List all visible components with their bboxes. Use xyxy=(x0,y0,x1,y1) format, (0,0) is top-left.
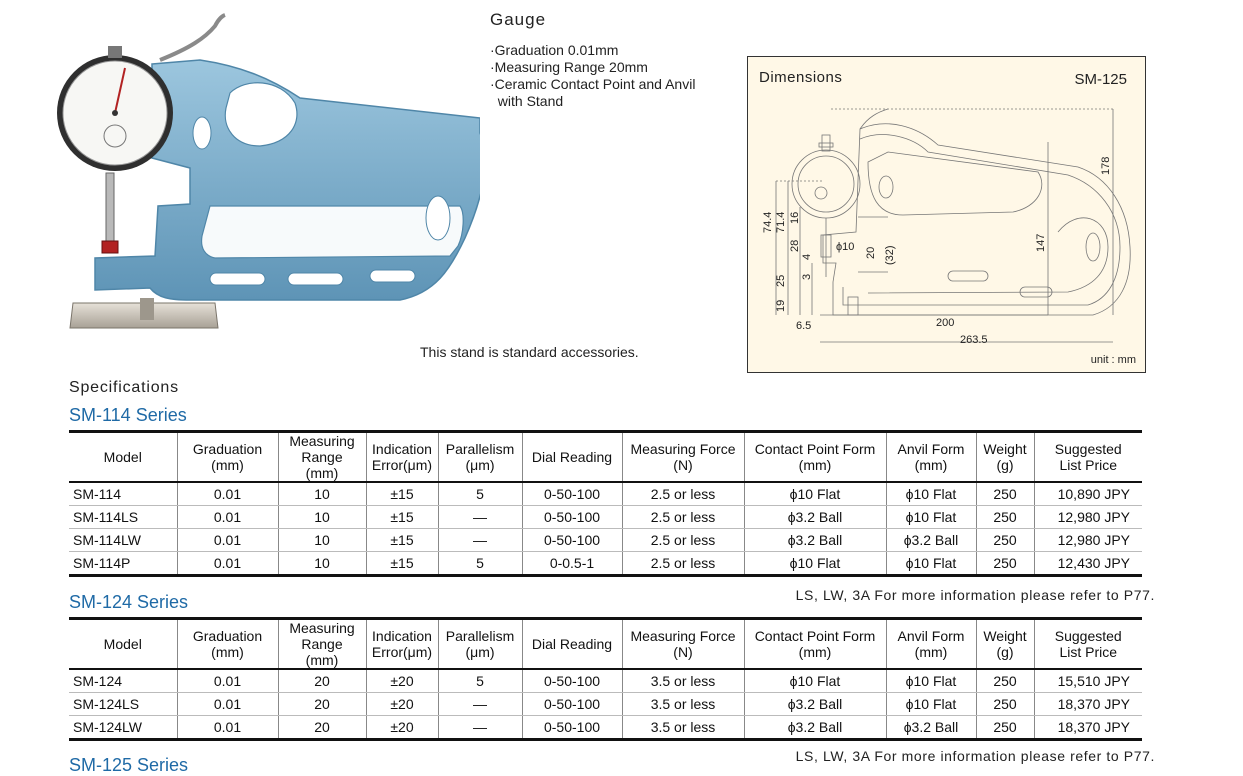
table-cell: ϕ10 Flat xyxy=(886,482,976,506)
gauge-title: Gauge xyxy=(490,10,547,29)
table-cell: ϕ3.2 Ball xyxy=(744,506,886,529)
table-cell: 3.5 or less xyxy=(622,693,744,716)
column-header: Graduation (mm) xyxy=(177,619,278,670)
table-cell: ϕ10 Flat xyxy=(744,482,886,506)
table-cell: 250 xyxy=(976,506,1034,529)
table-cell: ϕ10 Flat xyxy=(744,552,886,576)
dim-19: 19 xyxy=(775,299,787,312)
dimensions-title: Dimensions xyxy=(759,69,843,86)
table-cell: ϕ10 Flat xyxy=(886,669,976,693)
table-cell: 0-50-100 xyxy=(522,669,622,693)
dim-20: 20 xyxy=(865,246,877,259)
table-cell: ϕ3.2 Ball xyxy=(744,693,886,716)
table-cell: SM-114P xyxy=(73,555,131,571)
table-cell: 0.01 xyxy=(177,506,278,529)
table-cell: 3.5 or less xyxy=(622,716,744,740)
column-header: Measuring Range (mm) xyxy=(278,619,366,670)
table-cell: SM-114LS xyxy=(69,506,177,529)
column-header: Anvil Form (mm) xyxy=(886,619,976,670)
column-header: Suggested List Price xyxy=(1034,432,1142,483)
table-cell: 12,430 JPY xyxy=(1034,552,1142,576)
table-cell: — xyxy=(438,506,522,529)
spec-table-sm114 xyxy=(69,430,1142,577)
series-note-sm124: LS, LW, 3A For more information please refer to P77. xyxy=(795,748,1155,764)
table-row xyxy=(69,693,1142,716)
dim-phi10: ϕ10 xyxy=(836,241,855,253)
table-cell: ϕ10 Flat xyxy=(886,693,976,716)
table-cell: ϕ3.2 Ball xyxy=(744,529,886,552)
feature-graduation: ·Graduation 0.01mm xyxy=(490,42,619,58)
feature-ceramic-contact: ·Ceramic Contact Point and Anvil xyxy=(490,76,696,92)
table-cell: 250 xyxy=(976,669,1034,693)
column-header: Model xyxy=(69,432,177,483)
table-cell: 10,890 JPY xyxy=(1034,482,1142,506)
table-cell: — xyxy=(438,716,522,740)
table-cell: 0.01 xyxy=(177,482,278,506)
table-cell: 0-50-100 xyxy=(522,506,622,529)
table-cell: ϕ3.2 Ball xyxy=(886,529,976,552)
column-header: Contact Point Form (mm) xyxy=(744,432,886,483)
column-header: Anvil Form (mm) xyxy=(886,432,976,483)
table-cell: ϕ3.2 Ball xyxy=(744,716,886,740)
table-cell: 15,510 JPY xyxy=(1034,669,1142,693)
table-cell: 20 xyxy=(278,693,366,716)
column-header: Measuring Range (mm) xyxy=(278,432,366,483)
feature-with-stand: with Stand xyxy=(490,93,564,109)
table-row xyxy=(69,669,1142,693)
column-header: Dial Reading xyxy=(522,619,622,670)
column-header: Parallelism (μm) xyxy=(438,619,522,670)
table-cell: 10 xyxy=(278,529,366,552)
table-row xyxy=(69,482,1142,506)
table-cell: 0.01 xyxy=(177,529,278,552)
table-cell: ±20 xyxy=(366,669,438,693)
table-cell: 0-0.5-1 xyxy=(522,552,622,576)
table-cell: 0.01 xyxy=(177,669,278,693)
series-note-sm114: LS, LW, 3A For more information please refer to P77. xyxy=(795,587,1155,603)
table-cell: — xyxy=(438,529,522,552)
dim-32: (32) xyxy=(884,245,896,265)
table-cell: 12,980 JPY xyxy=(1034,529,1142,552)
dim-178: 178 xyxy=(1100,156,1112,175)
dim-263-5: 263.5 xyxy=(960,334,988,346)
dim-6-5: 6.5 xyxy=(796,320,812,332)
stand-note: This stand is standard accessories. xyxy=(420,344,639,360)
spec-table xyxy=(69,617,1142,741)
table-cell: 10 xyxy=(278,482,366,506)
specifications-heading: Specifications xyxy=(69,379,179,396)
dim-200: 200 xyxy=(936,317,955,329)
table-cell: ±15 xyxy=(366,529,438,552)
table-cell: 2.5 or less xyxy=(622,529,744,552)
table-cell: ±20 xyxy=(366,716,438,740)
dim-16: 16 xyxy=(789,211,801,224)
series-title-sm125: SM-125 Series xyxy=(69,755,189,775)
dimension-drawing xyxy=(748,57,1147,374)
table-cell: ϕ10 Flat xyxy=(886,506,976,529)
table-cell: 5 xyxy=(438,482,522,506)
column-header: Indication Error(μm) xyxy=(366,619,438,670)
table-cell: 20 xyxy=(278,716,366,740)
column-header: Indication Error(μm) xyxy=(366,432,438,483)
dim-3: 3 xyxy=(801,273,813,280)
spec-table-sm124 xyxy=(69,617,1142,741)
dim-28: 28 xyxy=(789,239,801,252)
column-header: Contact Point Form (mm) xyxy=(744,619,886,670)
dimensions-model: SM-125 xyxy=(1074,71,1127,88)
feature-measuring-range: ·Measuring Range 20mm xyxy=(490,59,648,75)
table-cell: 250 xyxy=(976,716,1034,740)
table-cell: 10 xyxy=(278,506,366,529)
table-row xyxy=(69,552,1142,576)
table-cell: 2.5 or less xyxy=(622,552,744,576)
column-header: Graduation (mm) xyxy=(177,432,278,483)
table-cell: — xyxy=(438,693,522,716)
table-cell: 12,980 JPY xyxy=(1034,506,1142,529)
table-cell: 2.5 or less xyxy=(622,506,744,529)
table-cell: 3.5 or less xyxy=(622,669,744,693)
column-header: Weight (g) xyxy=(976,619,1034,670)
table-cell: 0-50-100 xyxy=(522,716,622,740)
table-cell: 2.5 or less xyxy=(622,482,744,506)
table-row xyxy=(69,716,1142,740)
dim-25: 25 xyxy=(775,274,787,287)
table-cell: 0-50-100 xyxy=(522,693,622,716)
series-title-sm114: SM-114 Series xyxy=(69,405,187,425)
table-cell: ϕ10 Flat xyxy=(886,552,976,576)
column-header: Parallelism (μm) xyxy=(438,432,522,483)
table-cell: SM-114LW xyxy=(69,529,177,552)
table-cell: ±20 xyxy=(366,693,438,716)
table-cell: 0.01 xyxy=(177,693,278,716)
column-header: Weight (g) xyxy=(976,432,1034,483)
dim-71-4: 71.4 xyxy=(775,211,787,233)
table-cell: 18,370 JPY xyxy=(1034,716,1142,740)
series-title-sm124: SM-124 Series xyxy=(69,592,189,612)
table-cell: ϕ3.2 Ball xyxy=(886,716,976,740)
table-cell: 0-50-100 xyxy=(522,482,622,506)
dim-74-4: 74.4 xyxy=(762,211,774,233)
table-cell: 0.01 xyxy=(177,552,278,576)
table-row xyxy=(69,506,1142,529)
table-cell: 18,370 JPY xyxy=(1034,693,1142,716)
table-cell: 250 xyxy=(976,552,1034,576)
table-cell: 250 xyxy=(976,482,1034,506)
column-header: Measuring Force (N) xyxy=(622,432,744,483)
gauge-feature-list xyxy=(490,42,695,110)
dim-4: 4 xyxy=(801,253,813,260)
spec-table xyxy=(69,430,1142,577)
table-cell: ±15 xyxy=(366,482,438,506)
column-header: Suggested List Price xyxy=(1034,619,1142,670)
column-header: Dial Reading xyxy=(522,432,622,483)
table-cell: 5 xyxy=(438,669,522,693)
table-cell: 0-50-100 xyxy=(522,529,622,552)
table-cell: SM-124LW xyxy=(73,719,142,735)
table-cell: SM-124LS xyxy=(69,693,177,716)
thickness-gauge-image xyxy=(40,8,480,363)
table-cell: 250 xyxy=(976,529,1034,552)
table-cell: ±15 xyxy=(366,552,438,576)
table-cell: SM-114 xyxy=(69,482,177,506)
table-cell: 10 xyxy=(278,552,366,576)
table-cell: SM-124 xyxy=(69,669,177,693)
column-header: Measuring Force (N) xyxy=(622,619,744,670)
table-cell: 5 xyxy=(438,552,522,576)
table-cell: ϕ10 Flat xyxy=(744,669,886,693)
dimensions-panel xyxy=(747,56,1146,373)
dimensions-unit: unit : mm xyxy=(1090,354,1136,366)
table-cell: 0.01 xyxy=(177,716,278,740)
dim-147: 147 xyxy=(1035,233,1047,252)
table-cell: ±15 xyxy=(366,506,438,529)
table-cell: 250 xyxy=(976,693,1034,716)
column-header: Model xyxy=(69,619,177,670)
table-cell: 20 xyxy=(278,669,366,693)
table-row xyxy=(69,529,1142,552)
